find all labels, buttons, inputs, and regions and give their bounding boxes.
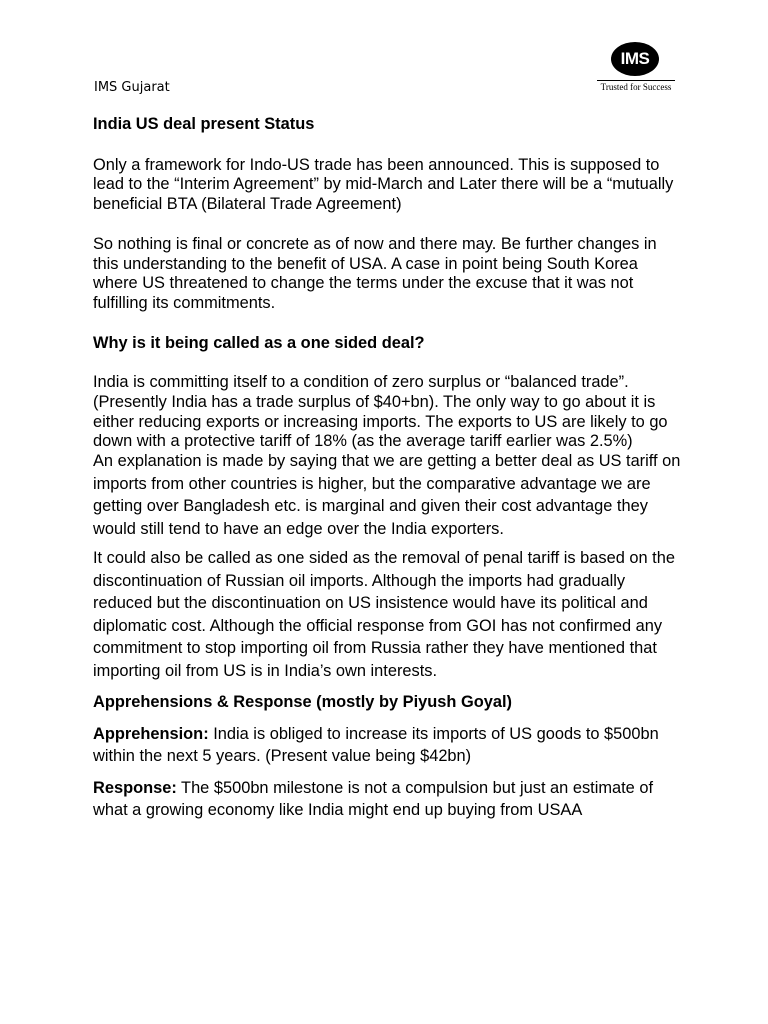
section-heading-one-sided: Why is it being called as a one sided deal? <box>93 333 425 352</box>
paragraph-zero-surplus: India is committing itself to a condition of zero surplus or “balanced trade”. (Presently India has a trade surplus of $40+bn). The only way to go about it is either reducing exports or increasing imports. The exports to US are likely to go down with a protective tariff of 18% (as the average tariff earlier was 2.5%) <box>93 373 668 451</box>
paragraph-not-final: So nothing is final or concrete as of now and there may. Be further changes in this understanding to the benefit of USA. A case in point being South Korea where US threatened to change the terms under the excuse that it was not fulfilling its commitments. <box>93 234 657 312</box>
document-body <box>93 115 683 822</box>
logo-divider <box>597 80 675 81</box>
paragraph-response <box>93 777 683 822</box>
header-org-name: IMS Gujarat <box>94 80 170 95</box>
paragraph-apprehension <box>93 723 683 768</box>
response-label: Response: <box>93 778 177 797</box>
logo-tagline: Trusted for Success <box>600 82 672 92</box>
paragraph-russian-oil: It could also be called as one sided as the removal of penal tariff is based on the discontinuation of Russian oil imports. Although the imports had gradually reduced but the discontinuation on US insistence would have its political and diplomatic cost. Although the official response from GOI has not confirmed any commitment to stop importing oil from Russia rather they have mentioned that importing oil from US is in India’s own interests. <box>93 549 675 680</box>
section-heading-apprehensions: Apprehensions & Response (mostly by Piyush Goyal) <box>93 693 512 712</box>
apprehension-label: Apprehension: <box>93 724 209 743</box>
document-title: India US deal present Status <box>93 115 315 133</box>
response-text: The $500bn milestone is not a compulsion but just an estimate of what a growing economy like India might end up buying from USAA <box>93 778 654 820</box>
paragraph-framework: Only a framework for Indo-US trade has been announced. This is supposed to lead to the “Interim Agreement” by mid-March and Later there will be a “mutually beneficial BTA (Bilateral Trade Agreement) <box>93 155 674 214</box>
paragraph-explanation: An explanation is made by saying that we are getting a better deal as US tariff on imports from other countries is higher, but the comparative advantage we are getting over Bangladesh etc. is marginal and given their cost advantage they would still tend to have an edge over the India exporters. <box>93 452 681 538</box>
ims-logo <box>597 42 675 94</box>
logo-badge: IMS <box>611 42 659 76</box>
apprehension-text: India is obliged to increase its imports of US goods to $500bn within the next 5 years. (Present value being $42bn) <box>93 724 659 766</box>
